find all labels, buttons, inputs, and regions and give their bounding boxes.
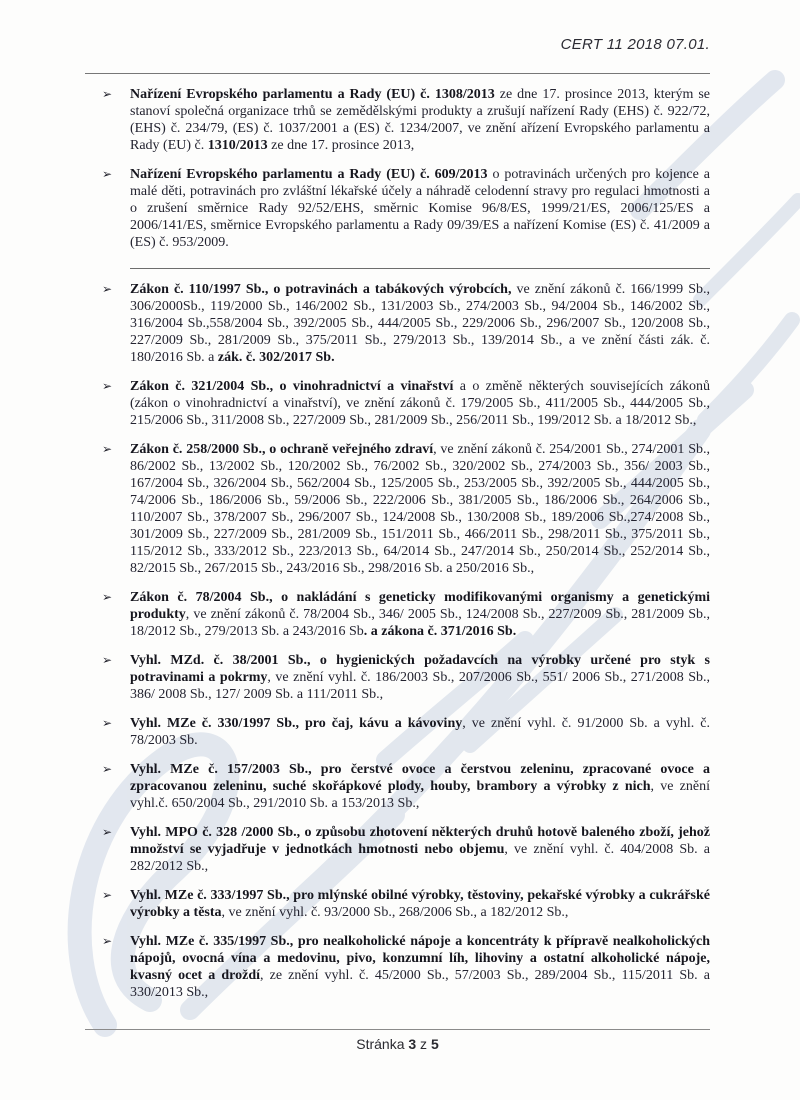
footer-of-word: z [416,1036,431,1052]
arrow-bullet-icon: ➢ [102,590,113,604]
document-code-header [85,0,710,53]
arrow-bullet-icon: ➢ [102,762,113,776]
list-item [85,715,710,749]
document-code: CERT 11 2018 07.01. [560,36,710,53]
list-item [85,441,710,577]
document-content [85,0,710,1001]
section-divider-line [130,268,710,269]
regulation-list-eu [85,86,710,251]
footer-prefix: Stránka [356,1036,409,1052]
list-item-text: Vyhl. MZe č. 335/1997 Sb., pro nealkoholické nápoje a koncentráty k přípravě nealkoholických nápojů, ovocná vína a medovinu, pivo, konzumní líh, lihoviny a ostatní alkoholické nápoje, kvasný ocet a droždí, ze znění vyhl. č. 45/2000 Sb., 57/2003 Sb., 289/2004 Sb., 115/2011 Sb. a 330/2013 Sb., [130,934,710,1000]
list-item [85,589,710,640]
regulation-list-national [85,281,710,1001]
list-item-text: Vyhl. MPO č. 328 /2000 Sb., o způsobu zhotovení některých druhů hotově baleného zboží, jehož množství se vyjadřuje v jednotkách hmotnosti nebo objemu, ve znění vyhl. č. 404/2008 Sb. a 282/2012 Sb., [130,825,710,874]
page-number-indicator [85,1036,710,1052]
list-item-text: Zákon č. 110/1997 Sb., o potravinách a tabákových výrobcích, ve znění zákonů č. 166/1999 Sb., 306/2000Sb., 119/2000 Sb., 146/2002 Sb., 131/2003 Sb., 274/2003 Sb., 94/2004 Sb., 146/2002 Sb., 316/2004 Sb.,558/2004 Sb., 392/2005 Sb., 444/2005 Sb., 229/2006 Sb., 296/2007 Sb., 120/2008 Sb., 227/2009 Sb., 281/2009 Sb., 375/2011 Sb., 279/2013 Sb., 139/2014 Sb., a ve znění části zák. č. 180/2016 Sb. a zák. č. 302/2017 Sb. [130,282,710,365]
arrow-bullet-icon: ➢ [102,87,113,101]
arrow-bullet-icon: ➢ [102,167,113,181]
footer-divider-line [85,1029,710,1030]
header-divider-line [85,73,710,74]
arrow-bullet-icon: ➢ [102,282,113,296]
list-item [85,887,710,921]
list-item-text: Vyhl. MZe č. 157/2003 Sb., pro čerstvé ovoce a čerstvou zeleninu, zpracované ovoce a zpracovanou zeleninu, suché skořápkové plody, houby, brambory a výrobky z nich, ve znění vyhl.č. 650/2004 Sb., 291/2010 Sb. a 153/2013 Sb., [130,762,711,811]
list-item [85,761,710,812]
list-item [85,824,710,875]
list-item [85,86,710,154]
arrow-bullet-icon: ➢ [102,716,113,730]
list-item-text: Vyhl. MZd. č. 38/2001 Sb., o hygienických požadavcích na výrobky určené pro styk s potravinami a pokrmy, ve znění vyhl. č. 186/2003 Sb., 207/2006 Sb., 551/ 2006 Sb., 271/2008 Sb., 386/ 2008 Sb., 127/ 2009 Sb. a 111/2011 Sb., [130,653,710,702]
arrow-bullet-icon: ➢ [102,934,113,948]
list-item [85,378,710,429]
arrow-bullet-icon: ➢ [102,888,113,902]
list-item [85,933,710,1001]
list-item [85,166,710,251]
list-item-text: Nařízení Evropského parlamentu a Rady (EU) č. 1308/2013 ze dne 17. prosince 2013, kterým se stanoví společná organizace trhů se zemědělskými produkty a zrušují nařízení Rady (EHS) č. 922/72, (EHS) č. 234/79, (ES) č. 1037/2001 a (ES) č. 1234/2007, ve znění ařízení Evropského parlamentu a Rady (EU) č. 1310/2013 ze dne 17. prosince 2013, [130,87,710,153]
list-item-text: Vyhl. MZe č. 330/1997 Sb., pro čaj, kávu a kávoviny, ve znění vyhl. č. 91/2000 Sb. a vyhl. č. 78/2003 Sb. [130,716,710,748]
arrow-bullet-icon: ➢ [102,379,113,393]
page-footer [85,1029,710,1052]
list-item-text: Zákon č. 258/2000 Sb., o ochraně veřejného zdraví, ve znění zákonů č. 254/2001 Sb., 274/2001 Sb., 86/2002 Sb., 13/2002 Sb., 120/2002 Sb., 76/2002 Sb., 320/2002 Sb., 274/2003 Sb., 356/ 2003 Sb., 167/2004 Sb., 326/2004 Sb., 562/2004 Sb., 125/2005 Sb., 253/2005 Sb., 392/2005 Sb., 444/2005 Sb., 74/2006 Sb., 186/2006 Sb., 59/2006 Sb., 222/2006 Sb., 381/2005 Sb., 186/2006 Sb., 264/2006 Sb., 110/2007 Sb., 378/2007 Sb., 296/2007 Sb., 124/2008 Sb., 130/2008 Sb., 189/2006 Sb.,274/2008 Sb., 301/2009 Sb., 227/2009 Sb., 281/2009 Sb., 151/2011 Sb., 466/2011 Sb., 298/2011 Sb., 375/2011 Sb., 115/2012 Sb., 333/2012 Sb., 223/2013 Sb., 64/2014 Sb., 247/2014 Sb., 250/2014 Sb., 252/2014 Sb., 82/2015 Sb., 267/2015 Sb., 243/2016 Sb., 298/2016 Sb. a 250/2016 Sb., [130,442,711,576]
list-item [85,281,710,366]
list-item [85,652,710,703]
list-item-text: Zákon č. 321/2004 Sb., o vinohradnictví a vinařství a o změně některých souvisejících zákonů (zákon o vinohradnictví a vinařství), ve znění zákonů č. 179/2005 Sb., 411/2005 Sb., 444/2005 Sb., 215/2006 Sb., 311/2008 Sb., 227/2009 Sb., 281/2009 Sb., 256/2011 Sb., 199/2012 Sb. a 18/2012 Sb., [130,379,710,428]
arrow-bullet-icon: ➢ [102,653,113,667]
total-page-number: 5 [430,1036,439,1052]
current-page-number: 3 [408,1036,417,1052]
list-item-text: Zákon č. 78/2004 Sb., o nakládání s geneticky modifikovanými organismy a genetickými produkty, ve znění zákonů č. 78/2004 Sb., 346/ 2005 Sb., 124/2008 Sb., 227/2009 Sb., 281/2009 Sb., 18/2012 Sb., 279/2013 Sb. a 243/2016 Sb. a zákona č. 371/2016 Sb. [130,590,710,639]
arrow-bullet-icon: ➢ [102,442,113,456]
list-item-text: Nařízení Evropského parlamentu a Rady (EU) č. 609/2013 o potravinách určených pro kojence a malé děti, potravinách pro zvláštní lékařské účely a náhradě celodenní stravy pro regulaci hmotnosti a o zrušení směrnice Rady 92/52/EHS, směrnic Komise 96/8/ES, 1999/21/ES, 2006/125/ES a 2006/141/ES, směrnice Evropského parlamentu a Rady 09/39/ES a nařízení Komise (ES) č. 41/2009 a (ES) č. 953/2009. [130,167,710,250]
arrow-bullet-icon: ➢ [102,825,113,839]
list-item-text: Vyhl. MZe č. 333/1997 Sb., pro mlýnské obilné výrobky, těstoviny, pekařské výrobky a cukrářské výrobky a těsta, ve znění vyhl. č. 93/2000 Sb., 268/2006 Sb., a 182/2012 Sb., [130,888,710,920]
